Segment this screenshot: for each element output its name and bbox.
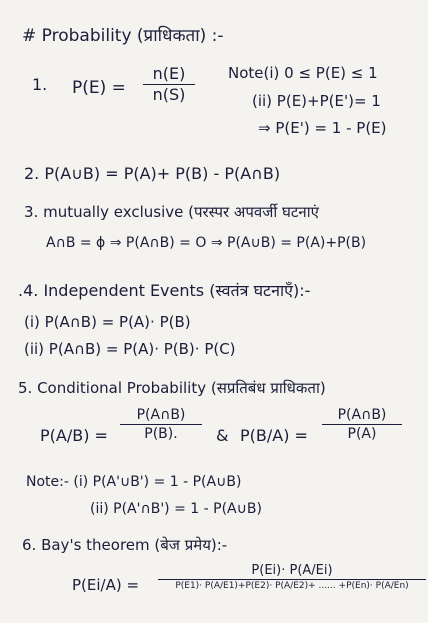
item-6-title: 6. Bay's theorem (बेज प्रमेय):-	[22, 536, 228, 554]
item-6-fraction-numerator: P(Ei)· P(A/Ei)	[251, 563, 333, 578]
item-1-fraction-denominator: n(S)	[152, 85, 186, 104]
item-5-fraction-1	[120, 408, 202, 441]
item-5-title: 5. Conditional Probability (सप्रतिबंध प्राधिकता)	[18, 379, 326, 397]
item-1-number: 1.	[32, 75, 48, 94]
item-5-ampersand: &	[216, 426, 229, 445]
item-5-lhs-1: P(A/B) =	[40, 426, 108, 445]
item-3-formula: A∩B = ϕ ⇒ P(A∩B) = O ⇒ P(A∪B) = P(A)+P(B)	[46, 235, 367, 251]
item-5-fraction-2-denominator: P(A)	[347, 426, 377, 442]
item-5-note-ii: (ii) P(A'∩B') = 1 - P(A∪B)	[90, 501, 262, 517]
item-1-fraction	[143, 66, 195, 103]
item-4-line-ii: (ii) P(A∩B) = P(A)· P(B)· P(C)	[24, 340, 236, 358]
item-5-note-i: Note:- (i) P(A'∪B') = 1 - P(A∪B)	[26, 474, 242, 490]
item-1-note-implication: ⇒ P(E') = 1 - P(E)	[258, 119, 387, 137]
item-1-note-ii: (ii) P(E)+P(E')= 1	[252, 92, 381, 110]
item-1-lhs: P(E) =	[72, 78, 126, 98]
item-2-formula: 2. P(A∪B) = P(A)+ P(B) - P(A∩B)	[24, 164, 281, 183]
item-5-fraction-1-denominator: P(B).	[144, 426, 178, 442]
item-5-fraction-1-numerator: P(A∩B)	[136, 407, 186, 423]
item-1-fraction-numerator: n(E)	[152, 64, 186, 83]
item-6-fraction	[158, 564, 426, 591]
item-4-title: .4. Independent Events (स्वतंत्र घटनाएँ):-	[18, 281, 311, 300]
fraction-bar	[322, 424, 402, 425]
item-6-fraction-denominator: P(E1)· P(A/E1)+P(E2)· P(A/E2)+ ...... +P(En)· P(A/En)	[175, 581, 409, 591]
item-5-fraction-2-numerator: P(A∩B)	[337, 407, 387, 423]
item-5-lhs-2: P(B/A) =	[240, 426, 308, 445]
fraction-bar	[158, 579, 426, 580]
fraction-bar	[120, 424, 202, 425]
page-heading: # Probability (प्राधिकता) :-	[22, 26, 224, 46]
item-3-title: 3. mutually exclusive (परस्पर अपवर्जी घटनाएं	[24, 203, 319, 221]
item-5-fraction-2	[322, 408, 402, 441]
item-1-note-i: Note(i) 0 ≤ P(E) ≤ 1	[228, 64, 378, 82]
item-4-line-i: (i) P(A∩B) = P(A)· P(B)	[24, 313, 191, 331]
item-6-lhs: P(Ei/A) =	[72, 576, 140, 594]
